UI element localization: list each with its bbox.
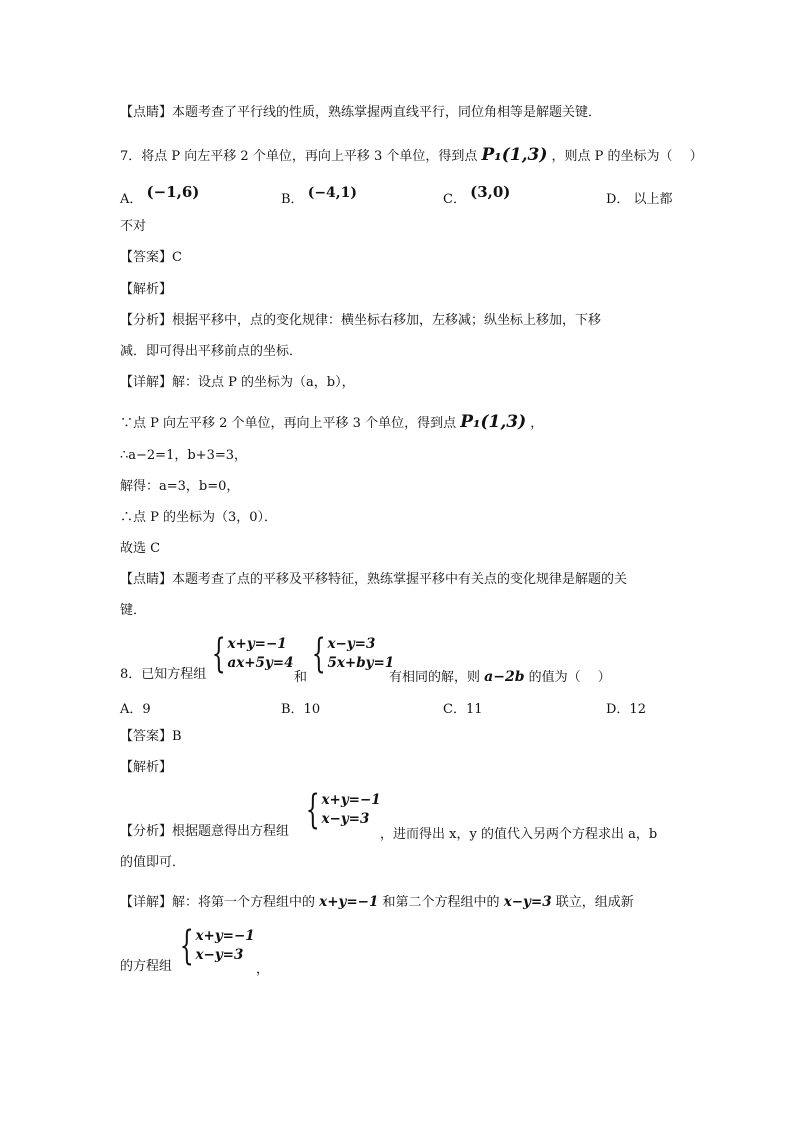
equation: x+y=−1: [321, 792, 381, 808]
option-label: A．: [120, 192, 143, 207]
equation: 5x+by=1: [327, 655, 395, 671]
q7-step3: 解得：a=3，b=0，: [120, 479, 240, 494]
q8-system-1: [206, 631, 294, 677]
q8-fenxi-line1-end: ，进而得出 x，y 的值代入另两个方程求出 a，b: [380, 827, 658, 842]
q8-xiangjie-system: [174, 923, 255, 969]
q7-step1-point: P₁(1,3): [460, 412, 527, 432]
brace: {: [311, 631, 326, 677]
q7-option-c: [443, 182, 511, 207]
q8-xiangjie-line1: [120, 893, 634, 912]
equation: x+y=−1: [227, 636, 287, 652]
q7-option-a: [120, 182, 200, 207]
q7-step2: ∴a−2=1，b+3=3，: [120, 448, 247, 463]
q8-option-b: B．10: [281, 702, 321, 717]
equation: x+y=−1: [195, 928, 255, 944]
q7-answer: 【答案】C: [120, 250, 182, 265]
option-value: (−1,6): [146, 183, 200, 201]
q8-he: 和: [294, 670, 308, 685]
q7-fenxi-line1: 【分析】根据平移中，点的变化规律：横坐标右移加，左移减；纵坐标上移加，下移: [120, 313, 602, 328]
q7-fenxi-line2: 减．即可得出平移前点的坐标．: [120, 344, 303, 359]
stem-text-end: 的值为（ ）: [528, 670, 611, 685]
xj-text: 联立，组成新: [555, 895, 634, 910]
q8-fenxi-system: [300, 787, 381, 833]
q8-stem-rest: [389, 666, 611, 685]
equation: x−y=3: [195, 947, 244, 963]
q8-jiexi: 【解析】: [120, 760, 173, 775]
q8-xiangjie-line2: 的方程组: [120, 959, 173, 974]
xj-equation: x−y=3: [503, 894, 552, 910]
dianjing-2-line1: 【点睛】本题考查了点的平移及平移特征，熟练掌握平移中有关点的变化规律是解题的关: [120, 572, 628, 587]
option-value: (3,0): [470, 183, 511, 201]
xj-text: 和第二个方程组中的: [382, 895, 500, 910]
line-dianjing-1: 【点睛】本题考查了平行线的性质，熟练掌握两直线平行，同位角相等是解题关键．: [120, 105, 602, 120]
xj-equation: x+y=−1: [319, 894, 379, 910]
q8-fenxi-line2: 的值即可．: [120, 855, 186, 870]
equation: x−y=3: [327, 636, 376, 652]
q8-label: 8．已知方程组: [120, 667, 207, 682]
q7-option-d-cont: 不对: [120, 219, 147, 234]
q7-option-d: D． 以上都: [606, 192, 673, 207]
q7-step5: 故选 C: [120, 541, 161, 556]
q7-stem-text: 7．将点 P 向左平移 2 个单位，再向上平移 3 个单位，得到点: [120, 149, 478, 164]
q8-fenxi-line1: 【分析】根据题意得出方程组: [120, 824, 290, 839]
stem-text: 有相同的解，则: [389, 670, 481, 685]
q7-option-b: [281, 182, 358, 207]
q7-step1: [120, 413, 543, 433]
q7-jiexi: 【解析】: [120, 282, 173, 297]
q8-option-d: D．12: [606, 702, 646, 717]
q7-stem-text-end: ，则点 P 的坐标为（ ）: [551, 149, 703, 164]
q8-system-2: [306, 631, 395, 677]
option-label: C．: [443, 192, 466, 207]
q8-answer: 【答案】B: [120, 729, 182, 744]
brace: {: [305, 787, 320, 833]
dianjing-2-line2: 键．: [120, 603, 147, 618]
step-text: ∵点 P 向左平移 2 个单位，再向上平移 3 个单位，得到点: [120, 416, 457, 431]
option-value: (−4,1): [307, 185, 358, 201]
equation: x−y=3: [321, 811, 370, 827]
question-7-stem: [120, 146, 703, 166]
brace: {: [211, 631, 226, 677]
q7-point-p1: P₁(1,3): [481, 145, 548, 165]
equation: ax+5y=4: [227, 655, 294, 671]
brace: {: [179, 923, 194, 969]
q8-xiangjie-end: ，: [256, 962, 270, 977]
step-text-end: ，: [530, 416, 544, 431]
q7-xiangjie: 【详解】解：设点 P 的坐标为（a，b），: [120, 375, 355, 390]
q8-option-c: C．11: [443, 702, 483, 717]
q7-step4: ∴点 P 的坐标为（3，0）．: [120, 510, 278, 525]
xj-text: 【详解】解：将第一个方程组中的: [120, 895, 316, 910]
option-label: B．: [281, 192, 304, 207]
q8-option-a: A．9: [120, 702, 151, 717]
q8-expression: a−2b: [484, 669, 525, 685]
